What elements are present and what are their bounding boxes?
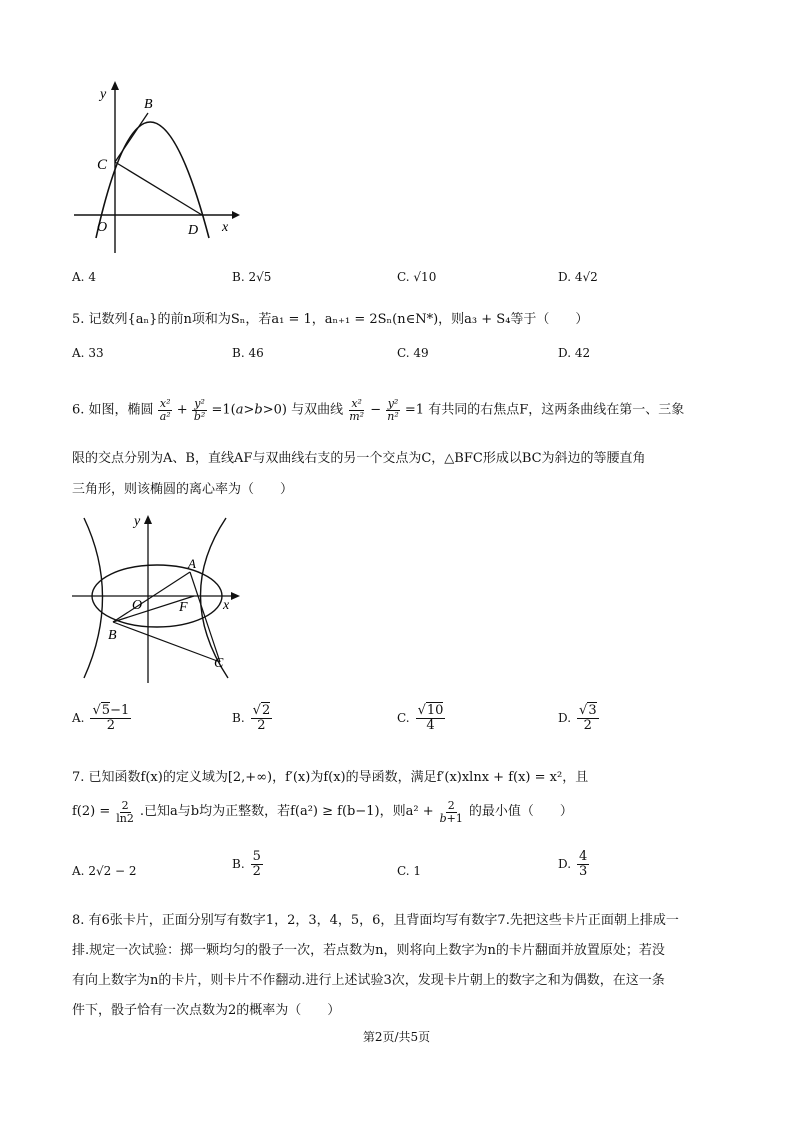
option-letter: A. [72, 864, 85, 878]
option-letter: A. [72, 711, 85, 726]
q6-label-c: C [214, 656, 224, 671]
option-value: 4√2 [574, 270, 598, 284]
q8-line-4: 件下，骰子恰有一次点数为2的概率为（ ） [72, 1003, 341, 1018]
q6-label-b: B [108, 628, 117, 643]
q7-line-2-a: f(2) = [72, 804, 111, 820]
q6-line-3: 三角形，则该椭圆的离心率为（ ） [72, 482, 294, 497]
ellipse-equation: $\frac{\text{x²}}{\text{a²}}$ [159, 397, 171, 423]
q6-option-b [232, 704, 272, 732]
option-value: $\frac{√10}{4}$ [417, 703, 444, 733]
q4-option-a [72, 270, 96, 284]
q6-line-1-a: 6. 如图，椭圆 [72, 402, 154, 418]
q7-fraction-2-ln2: $\frac{2}{\ln 2}$ [116, 799, 134, 825]
option-letter: C. [397, 346, 410, 360]
option-value: $\frac{√3}{2}$ [579, 703, 597, 733]
q4-label-d: D [188, 223, 199, 238]
option-value: 33 [88, 346, 104, 360]
q7-option-a [72, 864, 137, 878]
q7-option-b [232, 850, 263, 878]
q6-option-d [558, 704, 599, 732]
q4-label-y: y [100, 87, 107, 102]
q5-stem: 5. 记数列{aₙ}的前n项和为Sₙ，若a₁ = 1，aₙ₊₁ = 2Sₙ(n∈N*)，则a₃ + S₄等于（ ） [72, 312, 589, 327]
q6-label-y: y [134, 514, 141, 529]
option-letter: A. [72, 270, 85, 284]
q5-option-d [558, 346, 590, 360]
q5-option-c [397, 346, 429, 360]
hyperbola-equation: $\frac{\text{x²}}{\text{m²}}$ [349, 397, 365, 423]
q7-line-2 [72, 800, 772, 824]
q4-label-x: x [222, 220, 229, 235]
option-letter: C. [397, 864, 410, 878]
q4-label-b: B [144, 97, 153, 112]
q4-option-b [232, 270, 271, 284]
option-value: $\frac{5}{2}$ [252, 849, 261, 879]
q7-option-c [397, 864, 421, 878]
q8-line-1: 8. 有6张卡片，正面分别写有数字1，2，3，4，5，6，且背面均写有数字7.先把这些卡片正面朝上排成一 [72, 913, 679, 928]
option-letter: B. [232, 270, 245, 284]
option-value: 4 [88, 270, 96, 284]
q8-line-3: 有向上数字为n的卡片，则卡片不作翻动.进行上述试验3次，发现卡片朝上的数字之和为偶数，在这一条 [72, 973, 665, 988]
option-letter: A. [72, 346, 85, 360]
option-value: $\frac{√2}{2}$ [252, 703, 271, 733]
q4-label-c: C [97, 157, 108, 173]
hyperbola-equation-term2: $\frac{\text{y²}}{\text{n²}}$ [387, 397, 399, 423]
option-value: 2√2 − 2 [88, 864, 137, 878]
q5-option-b [232, 346, 264, 360]
q5-option-a [72, 346, 104, 360]
option-letter: B. [232, 711, 245, 726]
q6-label-o: O [132, 598, 143, 613]
q6-option-a [72, 704, 131, 732]
option-letter: C. [397, 270, 410, 284]
q6-line-1-c: 有共同的右焦点F，这两条曲线在第一、三象 [428, 402, 685, 418]
q6-label-a: A [188, 556, 196, 571]
q7-line-2-c: 的最小值（ ） [468, 804, 573, 820]
q4-figure [66, 78, 241, 258]
q7-option-d [558, 850, 589, 878]
q6-label-x: x [223, 598, 230, 613]
q7-line-2-b: .已知a与b均为正整数，若f(a²) ≥ f(b−1)，则a² + [139, 804, 434, 820]
q7-line-1: 7. 已知函数f(x)的定义域为[2,+∞)，f′(x)为f(x)的导函数，满足f′(x)xlnx + f(x) = x²，且 [72, 770, 589, 785]
page-footer: 第2页/共5页 [362, 1030, 431, 1044]
option-value: √10 [413, 270, 437, 284]
q6-line-2: 限的交点分别为A、B，直线AF与双曲线右支的另一个交点为C，△BFC形成以BC为斜边的等腰直角 [72, 451, 646, 466]
option-letter: D. [558, 857, 572, 872]
option-letter: C. [397, 711, 410, 726]
q4-label-o: O [97, 220, 108, 235]
q8-line-2: 排.规定一次试验：掷一颗均匀的骰子一次，若点数为n，则将向上数字为n的卡片翻面并放置原处；若没 [72, 943, 665, 958]
option-value: $\frac{√5-1}{2}$ [92, 703, 130, 733]
q7-fraction-2-b1: $\frac{2}{b+1}$ [439, 799, 463, 825]
option-value: $\frac{4}{3}$ [579, 849, 588, 879]
option-value: 1 [413, 864, 422, 878]
q6-line-1-b: 与双曲线 [291, 402, 344, 418]
option-value: 42 [574, 346, 591, 360]
option-letter: D. [558, 270, 572, 284]
option-value: 49 [413, 346, 429, 360]
q6-label-f: F [179, 600, 188, 615]
option-letter: B. [232, 346, 245, 360]
ellipse-equation-term2: $\frac{\text{y²}}{\text{b²}}$ [193, 397, 206, 423]
option-value: 2√5 [248, 270, 272, 284]
q4-option-c [397, 270, 436, 284]
option-letter: D. [558, 346, 572, 360]
option-value: 46 [248, 346, 264, 360]
q6-figure [66, 508, 246, 688]
q6-option-c [397, 704, 445, 732]
q6-line-1: 6. 如图，椭圆 $\frac{\text{x²}}{\text{a²}}$ + $\frac{\text{y²}}{\text{b²}}$ =1(a>b>0) 与双曲线 $\frac{\text{x²}}{\text{m²}}$ − $\frac{\text{y²}}{\text{n²}}$ =1 有共同的右焦点F，这两条曲线在第一、三象 [72, 397, 685, 423]
q4-option-d [558, 270, 598, 284]
option-letter: D. [558, 711, 572, 726]
option-letter: B. [232, 857, 245, 872]
